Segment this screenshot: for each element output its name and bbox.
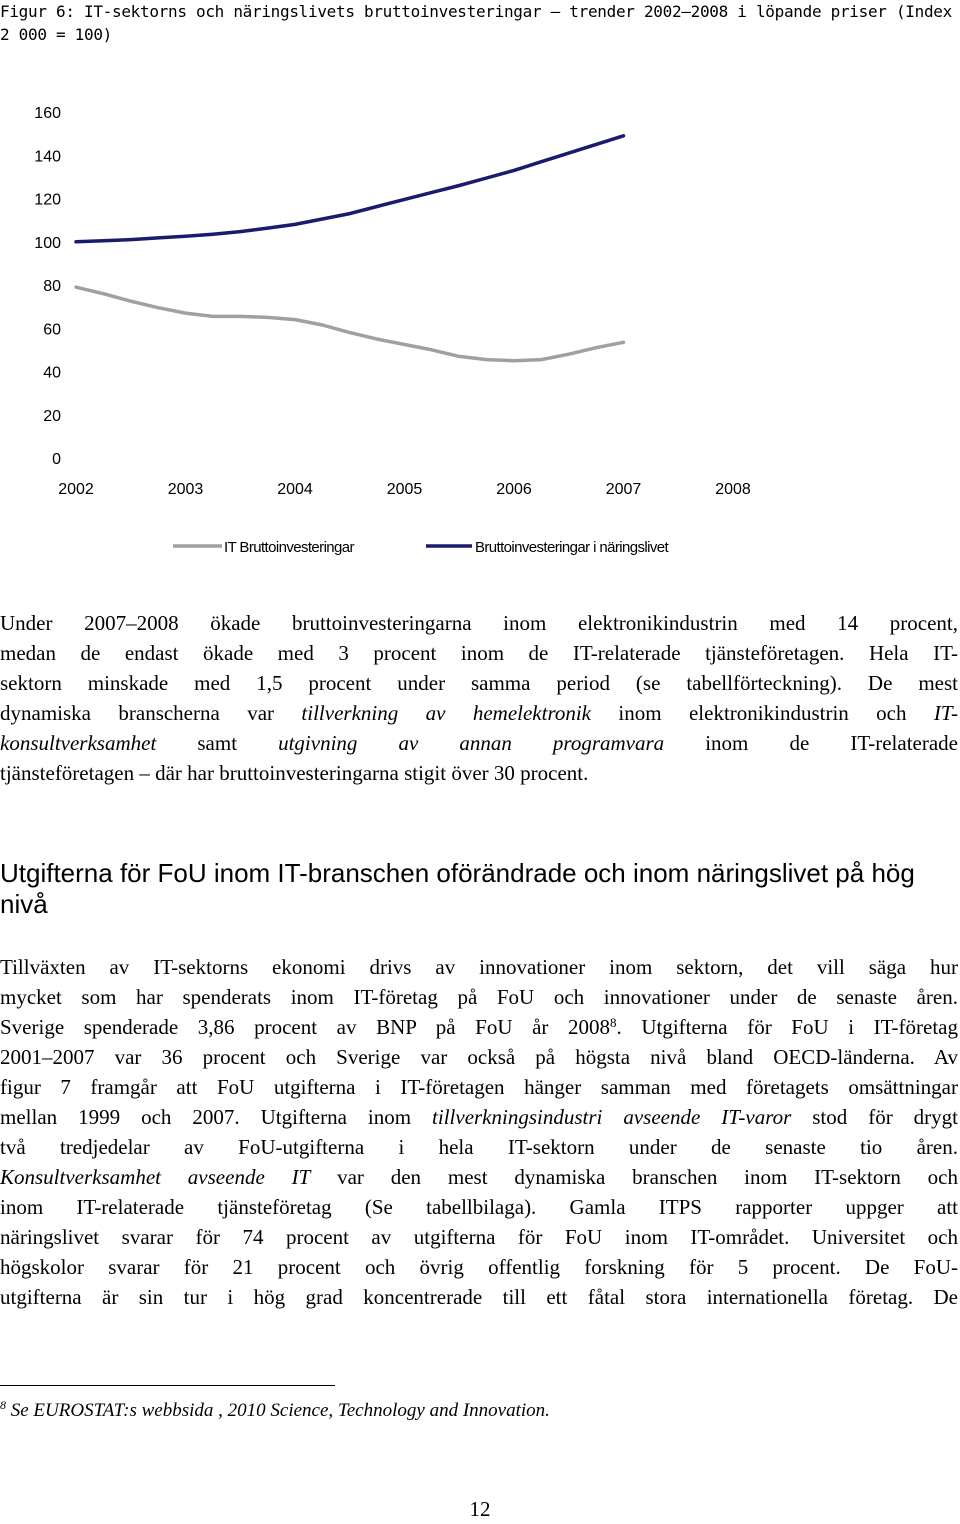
text-run: stod för drygt xyxy=(791,1105,959,1129)
text-line: figur 7 framgår att FoU utgifterna i IT-företagen hänger samman med företagets omsättningar xyxy=(0,1075,958,1099)
text-line xyxy=(0,1012,958,1042)
x-tick-label: 2006 xyxy=(496,481,532,498)
text-line xyxy=(0,698,958,728)
italic-term: Konsultverksamhet avseende IT xyxy=(0,1165,311,1189)
text-line: Tillväxten av IT-sektorns ekonomi drivs av innovationer inom sektorn, det vill säga hur xyxy=(0,955,958,979)
y-tick-label: 100 xyxy=(34,234,61,252)
footnote-text: Se EUROSTAT:s webbsida , 2010 Science, Technology and Innovation. xyxy=(10,1400,550,1421)
y-tick-label: 60 xyxy=(43,321,61,339)
text-line: två tredjedelar av FoU-utgifterna i hela IT-sektorn under de senaste tio åren. xyxy=(0,1135,958,1159)
italic-term: IT- xyxy=(933,701,958,725)
text-run: Sverige spenderade 3,86 procent av BNP på FoU år 2008 xyxy=(0,1015,610,1039)
legend-label: Bruttoinvesteringar i näringslivet xyxy=(475,539,669,556)
x-tick-label: 2004 xyxy=(277,481,313,498)
footnote-ref: 8 xyxy=(609,1015,617,1030)
series-line-1 xyxy=(76,287,624,361)
italic-term: utgivning av annan programvara xyxy=(278,731,665,755)
y-tick-label: 120 xyxy=(34,191,61,209)
y-tick-label: 140 xyxy=(34,148,61,166)
text-line: utgifterna är sin tur i hög grad koncentrerade till ett fåtal stora internationella företag. De xyxy=(0,1285,958,1309)
y-tick-label: 160 xyxy=(34,105,61,122)
text-line: tjänsteföretagen – där har bruttoinvesteringarna stigit över 30 procent. xyxy=(0,761,589,785)
text-run: mellan 1999 och 2007. Utgifterna inom xyxy=(0,1105,433,1129)
text-run: var den mest dynamiska branschen inom IT-sektorn och xyxy=(310,1165,958,1189)
x-tick-label: 2002 xyxy=(58,481,94,498)
section-heading: Utgifterna för FoU inom IT-branschen oförändrade och inom näringslivet på hög nivå xyxy=(0,858,915,919)
text-run: samt xyxy=(156,731,279,755)
y-tick-label: 0 xyxy=(52,451,61,468)
text-line xyxy=(0,728,958,758)
x-tick-label: 2007 xyxy=(605,481,642,498)
italic-term: tillverkning av hemelektronik xyxy=(301,701,592,725)
text-line xyxy=(0,1102,958,1132)
y-axis-ticks xyxy=(34,105,61,468)
figure-caption: Figur 6: IT-sektorns och näringslivets bruttoinvesteringar – trender 2002–2008 i löpande priser (Index 2 000 = 100) xyxy=(0,2,952,44)
text-line: medan de endast ökade med 3 procent inom de IT-relaterade tjänsteföretagen. Hela IT- xyxy=(0,641,958,665)
chart-legend xyxy=(173,539,669,556)
footnote-number: 8 xyxy=(0,1398,6,1412)
y-tick-label: 40 xyxy=(43,364,61,382)
page-number: 12 xyxy=(469,1497,491,1521)
text-line: näringslivet svarar för 74 procent av utgifterna för FoU inom IT-området. Universitet och xyxy=(0,1225,958,1249)
paragraph-investments xyxy=(0,608,958,788)
text-run: inom elektronikindustrin och xyxy=(591,701,934,725)
x-axis-ticks xyxy=(58,481,751,498)
legend-label: IT Bruttoinvesteringar xyxy=(224,539,354,556)
text-line: högskolor svarar för 21 procent och övrig offentlig forskning för 5 procent. De FoU- xyxy=(0,1255,958,1279)
italic-term: konsultverksamhet xyxy=(0,731,157,755)
y-tick-label: 80 xyxy=(43,278,61,295)
text-run: inom de IT-relaterade xyxy=(664,731,958,755)
footnote-divider xyxy=(0,1385,335,1386)
text-line: mycket som har spenderats inom IT-företag på FoU och innovationer under de senaste åren. xyxy=(0,985,958,1009)
text-line: inom IT-relaterade tjänsteföretag (Se tabellbilaga). Gamla ITPS rapporter uppger att xyxy=(0,1195,958,1219)
text-run: dynamiska branscherna var xyxy=(0,701,302,725)
paragraph-rnd xyxy=(0,952,958,1312)
series-line-2 xyxy=(76,136,624,242)
text-line xyxy=(0,1162,958,1192)
footnote xyxy=(0,1400,550,1422)
italic-term: tillverkningsindustri avseende IT-varor xyxy=(432,1105,792,1129)
text-line: Under 2007–2008 ökade bruttoinvesteringarna inom elektronikindustrin med 14 procent, xyxy=(0,611,958,635)
y-tick-label: 20 xyxy=(43,407,61,425)
text-line: sektorn minskade med 1,5 procent under samma period (se tabellförteckning). De mest xyxy=(0,671,958,695)
x-tick-label: 2008 xyxy=(715,481,751,498)
x-tick-label: 2003 xyxy=(167,481,204,498)
text-line: 2001–2007 var 36 procent och Sverige var också på högsta nivå bland OECD-länderna. Av xyxy=(0,1045,958,1069)
chart-series xyxy=(76,136,624,361)
text-run: . Utgifterna för FoU i IT-företag xyxy=(616,1015,958,1039)
x-tick-label: 2005 xyxy=(386,481,423,498)
line-chart xyxy=(0,90,960,570)
